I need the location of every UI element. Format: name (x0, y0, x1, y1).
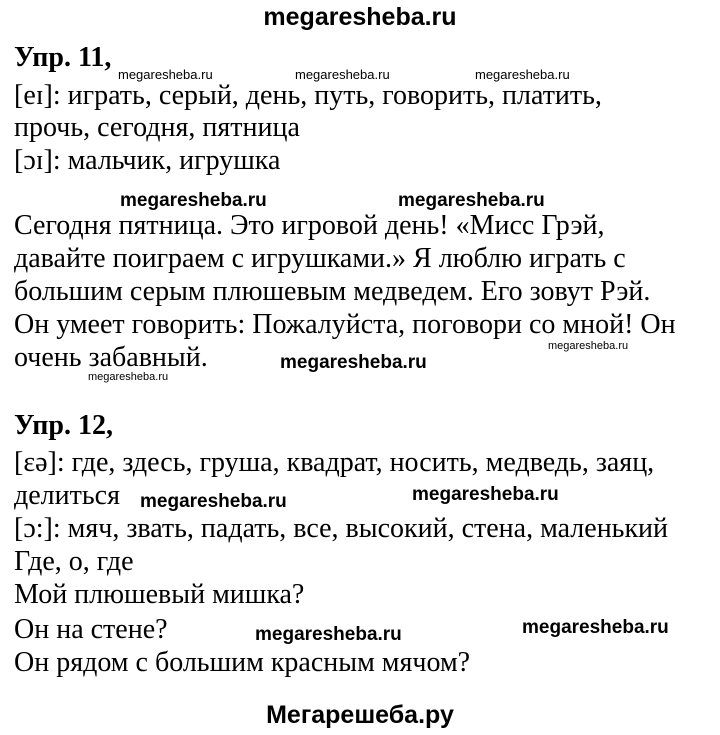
exercise-11-line-6: большим серым плюшевым медведем. Его зовут Рэй. (14, 276, 651, 307)
exercise-11-line-5: давайте поиграем с игрушками.» Я люблю играть с (14, 243, 626, 274)
watermark: megaresheba.ru (88, 371, 169, 383)
exercise-12-line-4: Где, о, где (14, 546, 134, 577)
watermark: megaresheba.ru (118, 67, 213, 82)
exercise-12-line-7: Он рядом с большим красным мячом? (14, 647, 471, 678)
exercise-11-line-4: Сегодня пятница. Это игровой день! «Мисс Грэй, (14, 210, 605, 241)
watermark: megaresheba.ru (475, 67, 570, 82)
watermark: megaresheba.ru (548, 340, 629, 352)
exercise-12-line-3: [ɔ:]: мяч, звать, падать, все, высокий, стена, маленький (14, 513, 669, 544)
watermark: megaresheba.ru (255, 624, 402, 645)
watermark: megaresheba.ru (412, 484, 559, 505)
watermark: megaresheba.ru (295, 67, 390, 82)
exercise-11-line-1: [eɪ]: играть, серый, день, путь, говорить, платить, (14, 80, 602, 111)
exercise-12-line-5: Мой плюшевый мишка? (14, 579, 305, 610)
exercise-11-line-8: очень забавный. (14, 342, 208, 373)
exercise-11-line-3: [ɔɪ]: мальчик, игрушка (14, 145, 281, 176)
exercise-12-line-6: Он на стене? (14, 614, 168, 645)
watermark: megaresheba.ru (140, 491, 287, 512)
site-header: megaresheba.ru (263, 3, 457, 31)
exercise-12-line-1: [ɛə]: где, здесь, груша, квадрат, носить, медведь, заяц, (14, 447, 655, 478)
watermark: megaresheba.ru (398, 190, 545, 211)
exercise-11-line-2: прочь, сегодня, пятница (14, 112, 300, 143)
exercise-12-line-2: делиться (14, 480, 120, 511)
exercise-12-title: Упр. 12, (14, 410, 113, 441)
watermark: megaresheba.ru (120, 190, 267, 211)
watermark: megaresheba.ru (280, 352, 427, 373)
watermark: megaresheba.ru (522, 617, 669, 638)
exercise-11-title: Упр. 11, (14, 42, 112, 73)
site-footer: Мегарешеба.ру (266, 701, 454, 729)
exercise-11-line-7: Он умеет говорить: Пожалуйста, поговори со мной! Он (14, 309, 676, 340)
